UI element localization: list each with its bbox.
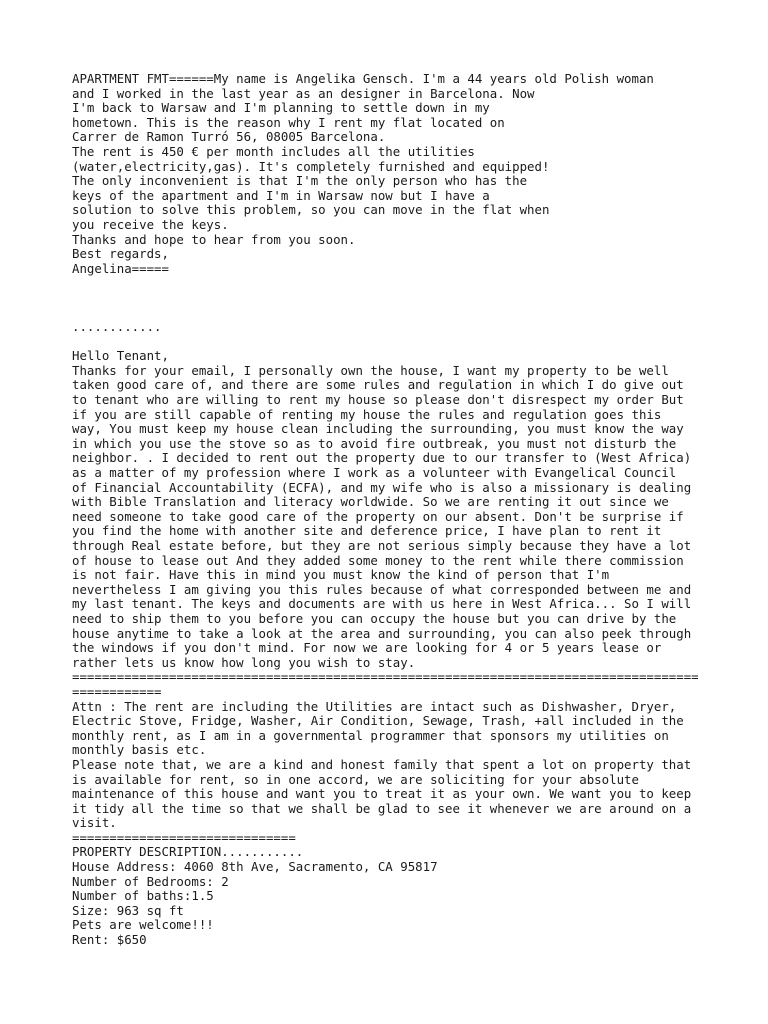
text-line: Best regards, xyxy=(72,246,169,262)
text-line: Angelina===== xyxy=(72,260,169,276)
text-line: of house to lease out And they added some money to the rent while there commission xyxy=(72,552,684,568)
text-line: ============ xyxy=(72,683,162,699)
text-line: APARTMENT FMT======My name is Angelika Gensch. I'm a 44 years old Polish woman xyxy=(72,71,654,86)
text-line: taken good care of, and there are some rules and regulation in which I do give out xyxy=(72,377,684,393)
text-line: way, You must keep my house clean including the surrounding, you must know the way xyxy=(72,421,684,437)
text-line: rather lets us know how long you wish to stay. xyxy=(72,654,416,670)
text-line: keys of the apartment and I'm in Warsaw now but I have a xyxy=(72,187,490,203)
text-line xyxy=(72,306,732,321)
text-line: House Address: 4060 8th Ave, Sacramento, CA 95817 xyxy=(72,859,438,875)
text-line: my last tenant. The keys and documents are with us here in West Africa... So I will xyxy=(72,596,692,612)
text-line: Thanks for your email, I personally own the house, I want my property to be well xyxy=(72,362,669,378)
text-line xyxy=(72,335,732,350)
text-line: Hello Tenant, xyxy=(72,348,169,364)
text-line: visit. xyxy=(72,815,117,831)
text-line: is available for rent, so in one accord, we are soliciting for your absolute xyxy=(72,771,639,787)
text-line: Electric Stove, Fridge, Washer, Air Condition, Sewage, Trash, +all included in the xyxy=(72,713,684,729)
text-line: and I worked in the last year as an designer in Barcelona. Now xyxy=(72,85,535,101)
text-line: in which you use the stove so as to avoid fire outbreak, you must not disturb the xyxy=(72,435,677,451)
text-line: (water,electricity,gas). It's completely furnished and equipped! xyxy=(72,158,550,174)
text-line: Rent: $650 xyxy=(72,932,147,948)
text-line: monthly basis etc. xyxy=(72,742,207,758)
text-line: house anytime to take a look at the area and surrounding, you can also peek through xyxy=(72,625,692,641)
text-line: The only inconvenient is that I'm the only person who has the xyxy=(72,173,528,189)
text-line: neighbor. . I decided to rent out the property due to our transfer to (West Africa) xyxy=(72,450,692,466)
text-line: ............ xyxy=(72,319,162,335)
text-line: solution to solve this problem, so you can move in the flat when xyxy=(72,202,550,218)
text-line: Please note that, we are a kind and honest family that spent a lot on property that xyxy=(72,756,692,772)
text-line: Attn : The rent are including the Utilities are intact such as Dishwasher, Dryer, xyxy=(72,698,677,714)
text-line: The rent is 450 € per month includes all the utilities xyxy=(72,143,475,159)
text-line xyxy=(72,276,732,291)
text-line: monthly rent, as I am in a governmental programmer that sponsors my utilities on xyxy=(72,727,669,743)
text-line: Carrer de Ramon Turró 56, 08005 Barcelona. xyxy=(72,129,386,145)
text-line: maintenance of this house and want you to treat it as your own. We want you to keep xyxy=(72,786,692,802)
text-line: need to ship them to you before you can occupy the house but you can drive by the xyxy=(72,610,677,626)
text-line: you find the home with another site and deference price, I have plan to rent it xyxy=(72,523,662,539)
text-line: through Real estate before, but they are not serious simply because they have a lot xyxy=(72,538,692,553)
text-line: Thanks and hope to hear from you soon. xyxy=(72,231,356,247)
text-line: ==================================================================================== xyxy=(72,669,699,685)
text-line xyxy=(72,291,732,306)
text-line: PROPERTY DESCRIPTION........... xyxy=(72,844,304,860)
text-line: you receive the keys. xyxy=(72,216,229,232)
text-line: I'm back to Warsaw and I'm planning to settle down in my xyxy=(72,100,490,116)
text-line: hometown. This is the reason why I rent my flat located on xyxy=(72,114,505,130)
text-line: with Bible Translation and literacy worldwide. So we are renting it out since we xyxy=(72,494,669,510)
text-line: Pets are welcome!!! xyxy=(72,917,214,933)
text-line: Size: 963 sq ft xyxy=(72,902,184,918)
text-line: Number of Bedrooms: 2 xyxy=(72,873,229,889)
text-line: of Financial Accountability (ECFA), and my wife who is also a missionary is dealing xyxy=(72,479,692,495)
text-line: the windows if you don't mind. For now we are looking for 4 or 5 years lease or xyxy=(72,640,662,656)
text-line: it tidy all the time so that we shall be glad to see it whenever we are around on a xyxy=(72,800,692,816)
text-line: as a matter of my profession where I work as a volunteer with Evangelical Council xyxy=(72,465,677,481)
text-line: need someone to take good care of the property on our absent. Don't be surprise if xyxy=(72,508,684,524)
text-line: ============================== xyxy=(72,829,296,845)
text-line: to tenant who are willing to rent my house so please don't disrespect my order But xyxy=(72,392,684,408)
text-line: nevertheless I am giving you this rules because of what corresponded between me and xyxy=(72,581,692,597)
text-line: Number of baths:1.5 xyxy=(72,888,214,904)
document-body xyxy=(72,72,732,948)
text-line: is not fair. Have this in mind you must know the kind of person that I'm xyxy=(72,567,610,583)
text-line: if you are still capable of renting my house the rules and regulation goes this xyxy=(72,406,662,422)
